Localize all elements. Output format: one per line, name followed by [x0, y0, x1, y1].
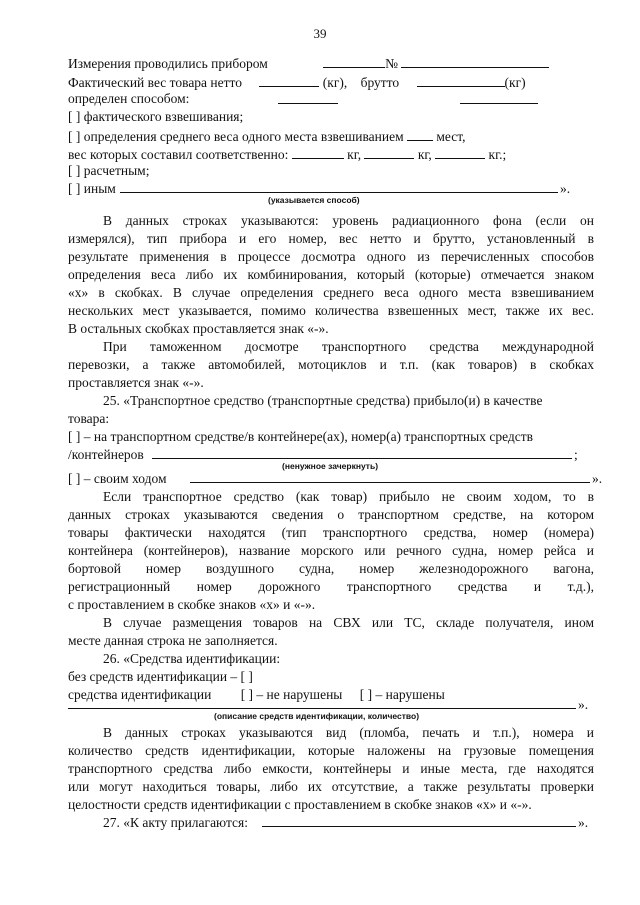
- opt-other-label[interactable]: [ ] иным: [68, 181, 116, 196]
- avg-weight-1-field[interactable]: [292, 145, 344, 159]
- net-weight-field[interactable]: [259, 73, 319, 87]
- identification-desc-field[interactable]: [68, 708, 576, 709]
- containers-label: /контейнеров: [68, 447, 144, 462]
- note-strike: (ненужное зачеркнуть): [282, 461, 379, 471]
- attachments-label: 27. «К акту прилагаются:: [103, 815, 248, 830]
- para3-line: с проставлением в скобке знаков «х» и «-».: [68, 597, 316, 612]
- opt-average-weights-label: вес которых составил соответственно:: [68, 147, 289, 162]
- method-label: определен способом:: [68, 91, 190, 106]
- containers-field[interactable]: [152, 458, 572, 459]
- para1-line: результате применения в процессе досмотра одного из перечисленных способов: [68, 249, 594, 264]
- para5-line: количество средств идентификации, которые наложены на грузовые помещения: [68, 743, 594, 758]
- own-power-end: ».: [592, 471, 603, 486]
- para1-line: измерялся), тип прибора и его номер, вес нетто и брутто, установленный в: [68, 231, 594, 246]
- item25-own-row: [68, 471, 594, 487]
- kg-end-label: (кг): [504, 75, 526, 90]
- identification-label: средства идентификации: [68, 687, 212, 702]
- note-method: (указывается способ): [268, 195, 360, 205]
- gross-weight-field[interactable]: [417, 73, 505, 87]
- other-method-field[interactable]: [120, 192, 558, 193]
- kg-1-label: кг,: [347, 147, 362, 162]
- para3-line: данных строках указываются сведения о транспортном средстве, на котором: [68, 507, 594, 522]
- gross-method-line: [460, 103, 538, 104]
- para2-line: проставляется знак «-».: [68, 375, 204, 390]
- avg-weight-3-field[interactable]: [435, 145, 485, 159]
- attachments-end: ».: [578, 815, 589, 830]
- page-number: 39: [313, 26, 327, 41]
- item25-goods: товара:: [68, 411, 110, 426]
- item25-title: 25. «Транспортное средство (транспортные средства) прибыло(и) в качестве: [103, 393, 543, 408]
- opt-actual[interactable]: [ ] фактического взвешивания;: [68, 109, 244, 124]
- weight-label: Фактический вес товара нетто: [68, 75, 243, 90]
- para5-line: В данных строках указываются вид (пломба, печать и т.п.), номера и: [103, 725, 594, 740]
- para3-line: бортовой номер воздушного судна, номер железнодорожного вагона,: [68, 561, 594, 576]
- measure-number-field[interactable]: [401, 54, 549, 68]
- para1-line: определения веса либо их комбинирования, который (которые) отмечается знаком: [68, 267, 594, 282]
- places-label: мест,: [436, 129, 466, 144]
- gross-label: брутто: [360, 75, 400, 90]
- measure-row: [68, 54, 594, 72]
- own-power-option[interactable]: [ ] – своим ходом: [68, 471, 167, 486]
- opt-calc[interactable]: [ ] расчетным;: [68, 163, 150, 178]
- opt-average-label[interactable]: [ ] определения среднего веса одного места взвешиванием: [68, 129, 404, 144]
- own-power-field[interactable]: [190, 482, 590, 483]
- opt-average-row: [68, 127, 594, 145]
- note-identification: (описание средств идентификации, количество): [214, 711, 420, 721]
- para1-line: нескольких мест указывается, помимо количества взвешенных мест, также их вес.: [68, 303, 594, 318]
- avg-weight-2-field[interactable]: [364, 145, 414, 159]
- method-row: [68, 91, 594, 107]
- attachments-field[interactable]: [262, 826, 576, 827]
- para1-line: В данных строках указываются: уровень радиационного фона (если он: [103, 213, 594, 228]
- para5-line: целостности средств идентификации с проставлением в скобке знаков «х» и «-».: [68, 797, 532, 812]
- para1-line: В остальных скобках проставляется знак «-».: [68, 321, 329, 336]
- item26-title: 26. «Средства идентификации:: [103, 651, 281, 666]
- net-method-line: [278, 103, 338, 104]
- measure-device-field[interactable]: [323, 54, 385, 68]
- para3-line: Если транспортное средство (как товар) прибыло не своим ходом, то в: [103, 489, 594, 504]
- para2-line: перевозки, а также автомобилей, мотоциклов и т.п. (как товаров) в скобках: [68, 357, 594, 372]
- kg-3-label: кг.;: [488, 147, 507, 162]
- para3-line: регистрационный номер дорожного транспортного средства и т.д.),: [68, 579, 594, 594]
- measure-label: Измерения проводились прибором: [68, 56, 268, 71]
- para4-line: месте данная строка не заполняется.: [68, 633, 278, 648]
- measure-no-label: №: [385, 56, 399, 71]
- para1-line: «х» в скобках. В случае определения среднего веса одного места взвешиванием: [68, 285, 594, 300]
- para3-line: товары фактически находятся (тип транспортного средства, номер (номера): [68, 525, 594, 540]
- identification-end: ».: [578, 697, 589, 712]
- para5-line: транспортного средства либо емкости, контейнеры и иные места, где находятся: [68, 761, 594, 776]
- violated-option[interactable]: [ ] – нарушены: [359, 687, 445, 702]
- weight-row: [68, 73, 594, 91]
- para4-line: В случае размещения товаров на СВХ или ТС, складе получателя, ином: [103, 615, 594, 630]
- opt-average-weights-row: [68, 145, 594, 163]
- opt-other-end: ».: [560, 181, 571, 196]
- item25-vehicle-option[interactable]: [ ] – на транспортном средстве/в контейнере(ах), номер(а) транспортных средств: [68, 429, 534, 444]
- kg-2-label: кг,: [417, 147, 432, 162]
- identification-row: [68, 687, 594, 703]
- containers-end: ;: [574, 447, 578, 462]
- no-identification-option[interactable]: без средств идентификации – [ ]: [68, 669, 253, 684]
- item27-row: [68, 815, 594, 831]
- para3-line: контейнера (контейнеров), название морского или речного судна, номер рейса и: [68, 543, 594, 558]
- para2-line: При таможенном досмотре транспортного средства международной: [103, 339, 594, 354]
- kg-label: (кг),: [322, 75, 348, 90]
- places-count-field[interactable]: [407, 127, 433, 141]
- not-violated-option[interactable]: [ ] – не нарушены: [240, 687, 343, 702]
- para5-line: или могут находиться товары, либо их отсутствие, а также результаты проверки: [68, 779, 594, 794]
